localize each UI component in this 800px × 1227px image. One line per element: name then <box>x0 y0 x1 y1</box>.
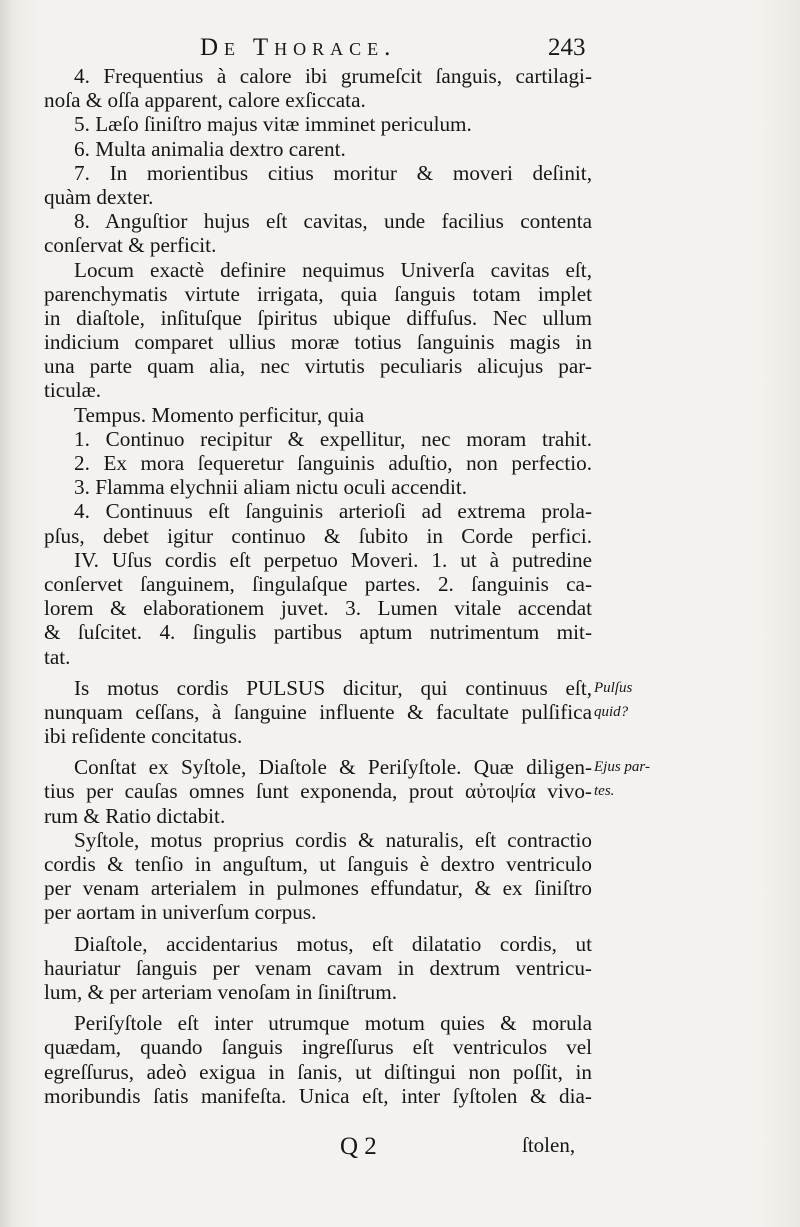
text-line: Periſyſtole eſt inter utrumque motum quies & morula <box>74 1011 592 1036</box>
margin-note: Ejus par- <box>594 759 650 775</box>
text-line: parenchymatis virtute irrigata, quia ſanguis totam implet <box>44 281 592 306</box>
margin-note: tes. <box>594 783 615 799</box>
text-line: ibi reſidente concitatus. <box>44 724 243 749</box>
text-line: in diaſtole, inſituſque ſpiritus ubique diffuſus. Nec ullum <box>44 305 592 330</box>
text-line: moribundis ſatis manifeſta. Unica eſt, inter ſyſtolen & dia- <box>44 1083 592 1108</box>
text-line: rum & Ratio dictabit. <box>44 803 226 828</box>
text-line: nunquam ceſſans, à ſanguine influente & facultate pulſifica <box>44 699 592 724</box>
text-line: lorem & elaborationem juvet. 3. Lumen vitale accendat <box>44 596 592 621</box>
text-line: IV. Uſus cordis eſt perpetuo Moveri. 1. ut à putredine <box>74 547 592 572</box>
running-head: De Thorace. <box>200 34 397 61</box>
text-line: Tempus. Momento perficitur, quia <box>74 402 365 427</box>
page-number: 243 <box>548 34 586 61</box>
text-line: 7. In morientibus citius moritur & moveri deſinit, <box>74 160 592 185</box>
margin-note: Pulſus <box>594 680 633 696</box>
text-line: 1. Continuo recipitur & expellitur, nec moram trahit. <box>74 426 592 451</box>
text-line: tat. <box>44 644 71 669</box>
text-line: egreſſurus, adeò exigua in ſanis, ut diſtingui non poſſit, in <box>44 1059 592 1084</box>
text-line: Syſtole, motus proprius cordis & naturalis, eſt contractio <box>74 827 592 852</box>
text-line: quædam, quando ſanguis ingreſſurus eſt ventriculos vel <box>44 1035 592 1060</box>
margin-note: quid? <box>594 704 629 720</box>
text-line: pſus, debet igitur continuo & ſubito in Corde perfici. <box>44 523 592 548</box>
text-line: & ſuſcitet. 4. ſingulis partibus aptum nutrimentum mit- <box>44 620 592 645</box>
text-line: Diaſtole, accidentarius motus, eſt dilatatio cordis, ut <box>74 931 592 956</box>
text-line: 5. Læſo ſiniſtro majus vitæ imminet periculum. <box>74 112 472 137</box>
text-line: conſervet ſanguinem, ſingulaſque partes. 2. ſanguinis ca- <box>44 571 592 596</box>
text-line: noſa & oſſa apparent, calore exſiccata. <box>44 88 366 113</box>
text-line: per venam arterialem in pulmones effundatur, & ex ſiniſtro <box>44 876 592 901</box>
text-line: 6. Multa animalia dextro carent. <box>74 136 346 161</box>
text-line: tius per cauſas omnes ſunt exponenda, prout αὐτοψία vivo- <box>44 779 592 804</box>
text-line: 2. Ex mora ſequeretur ſanguinis aduſtio, non perfectio. <box>74 451 592 475</box>
text-line: conſervat & perficit. <box>44 233 217 258</box>
text-line: per aortam in univerſum corpus. <box>44 900 317 925</box>
text-line: Locum exactè definire nequimus Univerſa cavitas eſt, <box>74 257 592 282</box>
text-line: 4. Frequentius à calore ibi grumeſcit ſanguis, cartilagi- <box>74 64 592 88</box>
text-line: Conſtat ex Syſtole, Diaſtole & Periſyſtole. Quæ diligen- <box>74 755 592 780</box>
text-line: lum, & per arteriam venoſam in ſiniſtrum. <box>44 979 398 1004</box>
text-line: 3. Flamma elychnii aliam nictu oculi accendit. <box>74 475 468 500</box>
text-block <box>44 64 592 1108</box>
text-line: quàm dexter. <box>44 184 154 209</box>
text-line: ticulæ. <box>44 378 102 403</box>
text-line: 8. Anguſtior hujus eſt cavitas, unde facilius contenta <box>74 209 592 234</box>
text-line: hauriatur ſanguis per venam cavam in dextrum ventricu- <box>44 955 592 980</box>
text-line: cordis & tenſio in anguſtum, ut ſanguis è dextro ventriculo <box>44 852 592 876</box>
text-line: 4. Continuus eſt ſanguinis arterioſi ad extrema prola- <box>74 499 592 524</box>
text-line: Is motus cordis PULSUS dicitur, qui continuus eſt, <box>74 675 592 700</box>
catchword: ſtolen, <box>522 1133 576 1157</box>
signature-mark: Q 2 <box>340 1133 377 1160</box>
text-line: indicium comparet ullius moræ totius ſanguinis magis in <box>44 330 592 355</box>
text-line: una parte quam alia, nec virtutis peculiaris alicujus par- <box>44 354 592 379</box>
